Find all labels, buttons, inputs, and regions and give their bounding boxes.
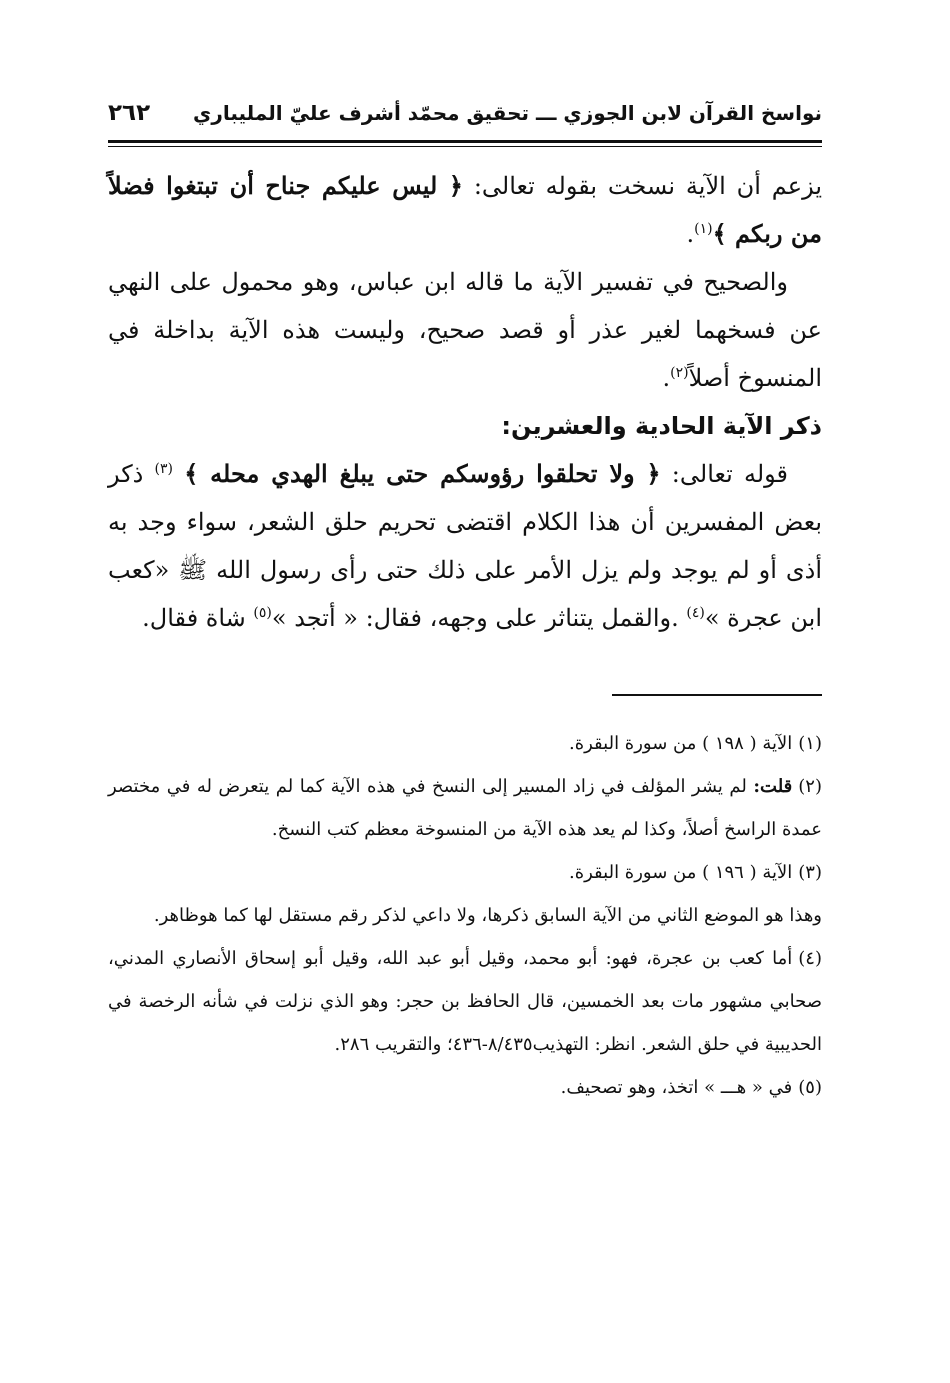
footnotes <box>108 722 822 1109</box>
hadith-name: «كعب ابن عجرة » <box>108 556 822 632</box>
footnote-3-text: الآية ( ١٩٦ ) من سورة البقرة. <box>568 862 793 883</box>
paragraph-3 <box>108 450 822 642</box>
footnote-ref-2: (٢) <box>670 365 689 381</box>
footnote-3-number: (٣) <box>798 862 822 883</box>
paragraph-3-text-4: شاة فقال. <box>142 604 254 632</box>
main-text <box>108 162 822 642</box>
quran-verse-2: ﴿ ولا تحلقوا رؤوسكم حتى يبلغ الهدي محله ﴾ <box>184 459 661 488</box>
quran-verse-1: ﴿ ليس عليكم جناح أن تبتغوا فضلاً من ربكم ﴾ <box>108 171 822 248</box>
paragraph-1 <box>108 162 822 258</box>
footnote-4 <box>108 937 822 1066</box>
footnote-ref-4: (٤) <box>686 605 705 621</box>
paragraph-3-text: قوله تعالى: <box>660 460 789 488</box>
header-rule-thin <box>108 146 822 147</box>
footnote-5-text: في « هـــ » اتخذ، وهو تصحيف. <box>560 1077 793 1098</box>
footnote-ref-5: (٥) <box>253 605 272 621</box>
footnote-ref-1: (١) <box>694 221 713 237</box>
footnote-5-number: (٥) <box>798 1077 822 1098</box>
footnote-1-number: (١) <box>798 733 822 754</box>
paragraph-3-text-3: .والقمل يتناثر على وجهه، فقال: <box>357 604 687 632</box>
footnote-3-continued: وهذا هو الموضع الثاني من الآية السابق ذكرها، ولا داعي لذكر رقم مستقل لها كما هوظاهر. <box>153 905 822 926</box>
footnote-ref-3: (٣) <box>154 461 174 477</box>
paragraph-1-text: يزعم أن الآية نسخت بقوله تعالى: <box>462 172 822 200</box>
quoted-word: « أتجد » <box>271 604 358 632</box>
section-heading: ذكر الآية الحادية والعشرين: <box>501 412 822 440</box>
book-title: نواسخ القرآن لابن الجوزي ـــ تحقيق محمّد أشرف عليّ المليباري <box>193 101 822 125</box>
footnote-2 <box>108 765 822 851</box>
page-number: ٢٦٢ <box>108 100 151 126</box>
footnote-separator <box>612 694 822 696</box>
footnote-1-text: الآية ( ١٩٨ ) من سورة البقرة. <box>568 733 793 754</box>
footnote-4-number: (٤) <box>798 948 822 969</box>
running-header <box>108 88 822 138</box>
paragraph-1-end: . <box>686 220 695 248</box>
footnote-4-text: أما كعب بن عجرة، فهو: أبو محمد، وقيل أبو عبد الله، وقيل أبو إسحاق الأنصاري المدني، صحابي مشهور مات بعد الخمسين، قال الحافظ بن حجر: وهو الذي نزلت في شأنه الرخصة في الحديبية في حلق الشعر. انظر: التهذيب٨/٤٣٥-٤٣٦؛ والتقريب ٢٨٦. <box>108 948 822 1055</box>
paragraph-3-text-2: ذكر بعض المفسرين أن هذا الكلام اقتضى تحريم حلق الشعر، سواء وجد به أذى أو لم يوجد ولم يزل الأمر على ذلك حتى رأى رسول الله ﷺ <box>108 460 822 584</box>
header-rule-thick <box>108 140 822 143</box>
footnote-2-text: لم يشر المؤلف في زاد المسير إلى النسخ في هذه الآية كما لم يتعرض له في مختصر عمدة الراسخ أصلاً، وكذا لم يعد هذه الآية من المنسوخة معظم كتب النسخ. <box>108 776 822 840</box>
paragraph-2 <box>108 258 822 402</box>
footnote-2-number: (٢) <box>798 776 822 797</box>
footnote-1 <box>108 722 822 765</box>
footnote-2-label: قلت: <box>753 776 793 797</box>
paragraph-2-end: . <box>662 364 671 392</box>
paragraph-2-text: والصحيح في تفسير الآية ما قاله ابن عباس، وهو محمول على النهي عن فسخهما لغير عذر أو قصد صحيح، وليست هذه الآية بداخلة في المنسوخ أصلاً <box>108 268 822 392</box>
footnote-3 <box>108 851 822 894</box>
footnote-5 <box>108 1066 822 1109</box>
